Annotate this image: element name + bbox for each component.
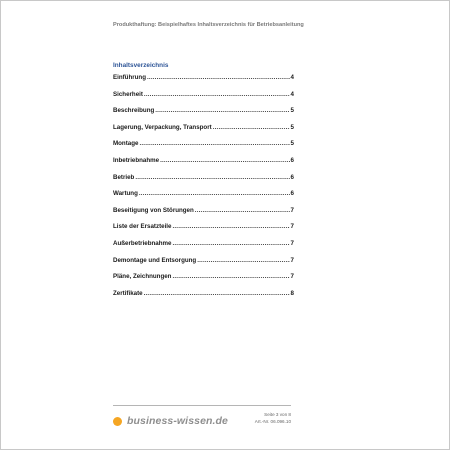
toc-title: Inhaltsverzeichnis [113, 62, 169, 69]
toc-entry-label: Liste der Ersatzteile [113, 223, 172, 231]
toc-entry-label: Inbetriebnahme [113, 156, 160, 164]
toc-entry[interactable] [113, 74, 294, 91]
toc-leader-dots [197, 257, 289, 264]
toc-entry-label: Außerbetriebnahme [113, 239, 172, 247]
toc-entry-page: 5 [290, 107, 294, 115]
toc-entry-page: 5 [290, 123, 294, 131]
toc-entry[interactable] [113, 257, 294, 274]
footer-divider [113, 405, 291, 406]
toc-entry[interactable] [113, 157, 294, 174]
toc-entry-page: 6 [290, 156, 294, 164]
toc-entry-page: 4 [290, 90, 294, 98]
toc-leader-dots [139, 190, 290, 197]
toc-leader-dots [139, 140, 289, 147]
toc-leader-dots [147, 74, 290, 81]
toc-leader-dots [213, 124, 290, 131]
toc-entry-label: Sicherheit [113, 90, 143, 98]
toc-entry[interactable] [113, 174, 294, 191]
toc-entry[interactable] [113, 273, 294, 290]
brand-dot-icon [113, 417, 122, 426]
toc-entry[interactable] [113, 240, 294, 257]
toc-leader-dots [144, 290, 290, 297]
brand-logo [113, 415, 228, 427]
toc-entry[interactable] [113, 107, 294, 124]
toc-entry-label: Pläne, Zeichnungen [113, 273, 172, 281]
toc-entry-page: 7 [290, 223, 294, 231]
toc-entry-label: Beseitigung von Störungen [113, 206, 194, 214]
toc-leader-dots [155, 107, 289, 114]
toc-leader-dots [172, 273, 289, 280]
toc-entry-page: 7 [290, 239, 294, 247]
toc-list [113, 74, 294, 306]
toc-entry-label: Zertifikate [113, 289, 143, 297]
toc-entry-label: Beschreibung [113, 107, 155, 115]
toc-entry-label: Demontage und Entsorgung [113, 256, 197, 264]
toc-entry-page: 7 [290, 273, 294, 281]
toc-entry-page: 4 [290, 74, 294, 81]
toc-entry[interactable] [113, 91, 294, 108]
toc-entry-page: 7 [290, 256, 294, 264]
toc-leader-dots [172, 223, 289, 230]
toc-leader-dots [172, 240, 289, 247]
toc-entry-page: 5 [290, 140, 294, 148]
toc-leader-dots [160, 157, 289, 164]
toc-entry-label: Montage [113, 140, 139, 148]
toc-entry[interactable] [113, 140, 294, 157]
toc-entry-label: Wartung [113, 190, 138, 198]
toc-leader-dots [135, 174, 289, 181]
footer-info [233, 412, 291, 425]
toc-entry-label: Betrieb [113, 173, 135, 181]
article-number: Art.-Nr. 06.096.10 [254, 418, 291, 424]
toc-entry[interactable] [113, 290, 294, 307]
toc-entry-label: Lagerung, Verpackung, Transport [113, 123, 212, 131]
toc-leader-dots [195, 207, 290, 214]
toc-entry-page: 6 [290, 173, 294, 181]
page-number: Seite 3 von 8 [264, 412, 291, 417]
toc-entry[interactable] [113, 207, 294, 224]
toc-entry-page: 8 [290, 289, 294, 297]
toc-entry-page: 6 [290, 190, 294, 198]
page-header: Produkthaftung: Beispielhaftes Inhaltsverzeichnis für Betriebsanleitung [113, 22, 304, 28]
toc-leader-dots [144, 91, 290, 98]
toc-entry[interactable] [113, 223, 294, 240]
brand-name: business-wissen.de [127, 415, 229, 427]
toc-entry-label: Einführung [113, 74, 146, 81]
toc-entry[interactable] [113, 190, 294, 207]
toc-entry-page: 7 [290, 206, 294, 214]
toc-entry[interactable] [113, 124, 294, 141]
